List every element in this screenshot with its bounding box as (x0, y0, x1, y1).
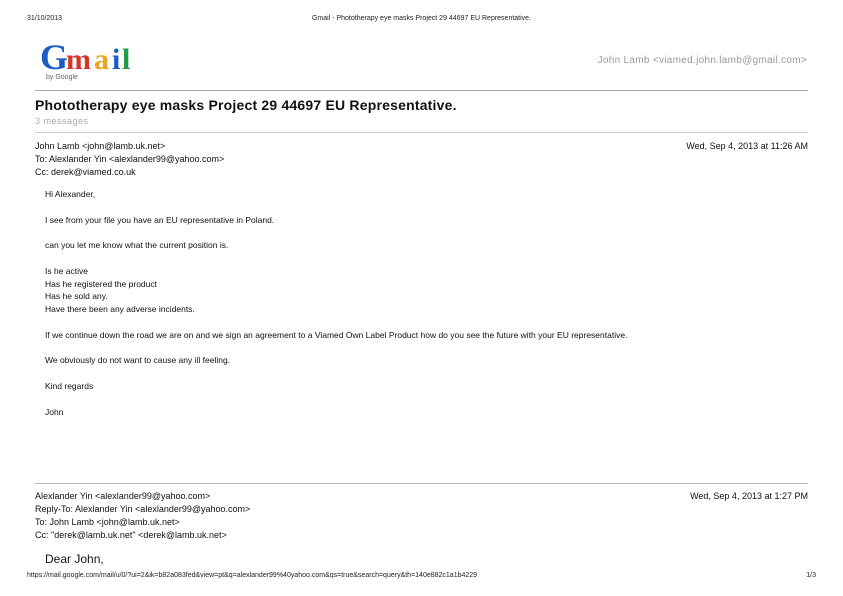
message-paragraph: We obviously do not want to cause any ill feeling. (45, 355, 231, 366)
message-closing: Kind regards (45, 380, 94, 391)
message-header (35, 490, 808, 542)
logo-letter-l: l (122, 43, 131, 76)
question-list (45, 265, 805, 316)
account-label: John Lamb <viamed.john.lamb@gmail.com> (597, 55, 807, 66)
message-cc: Cc: "derek@lamb.uk.net" <derek@lamb.uk.net> (35, 530, 227, 540)
gmail-logo (38, 37, 148, 83)
logo-letter-i: i (112, 43, 121, 76)
message-to: To: John Lamb <john@lamb.uk.net> (35, 517, 180, 527)
message-cc: Cc: derek@viamed.co.uk (35, 167, 136, 177)
message-date: Wed, Sep 4, 2013 at 1:27 PM (690, 491, 808, 501)
list-item: Has he registered the product (45, 278, 157, 289)
list-item: Has he sold any. (45, 291, 108, 302)
message-paragraph: can you let me know what the current position is. (45, 240, 229, 251)
logo-letter-g: G (40, 37, 69, 77)
logo-letter-m: m (66, 43, 91, 76)
list-item: Have there been any adverse incidents. (45, 304, 195, 315)
logo-byline: by Google (46, 74, 78, 81)
message-greeting: Hi Alexander, (45, 189, 96, 199)
message-paragraph: If we continue down the road we are on and we sign an agreement to a Viamed Own Label Product how do you see the future with your EU representative. (45, 329, 628, 340)
message-header (35, 140, 808, 179)
print-url: https://mail.google.com/mail/u/0/?ui=2&ik=b82a083fed&view=pt&q=alexlander99%40yahoo.com&qs=true&search=query&th=140e882c1a1b4229 (27, 572, 478, 579)
message-date: Wed, Sep 4, 2013 at 11:26 AM (686, 141, 808, 151)
print-date: 31/10/2013 (27, 15, 63, 22)
message-to: To: Alexlander Yin <alexlander99@yahoo.com> (35, 154, 225, 164)
message-reply-to: Reply-To: Alexlander Yin <alexlander99@yahoo.com> (35, 504, 251, 514)
divider (35, 90, 808, 91)
message-paragraph: I see from your file you have an EU representative in Poland. (45, 214, 275, 225)
message-greeting: Dear John, (45, 552, 104, 566)
logo-letter-a: a (94, 43, 109, 76)
message-from: Alexlander Yin <alexlander99@yahoo.com> (35, 491, 211, 501)
thread-subject: Phototherapy eye masks Project 29 44697 EU Representative. (35, 97, 457, 113)
divider (35, 132, 808, 133)
divider (35, 483, 808, 484)
message-from: John Lamb <john@lamb.uk.net> (35, 141, 166, 151)
print-title: Gmail - Phototherapy eye masks Project 29 44697 EU Representative. (311, 15, 532, 22)
list-item: Is he active (45, 265, 88, 276)
message-signature: John (45, 406, 64, 417)
message-count: 3 messages (35, 116, 89, 126)
page-number: 1/3 (806, 572, 816, 579)
message-body (45, 188, 805, 431)
